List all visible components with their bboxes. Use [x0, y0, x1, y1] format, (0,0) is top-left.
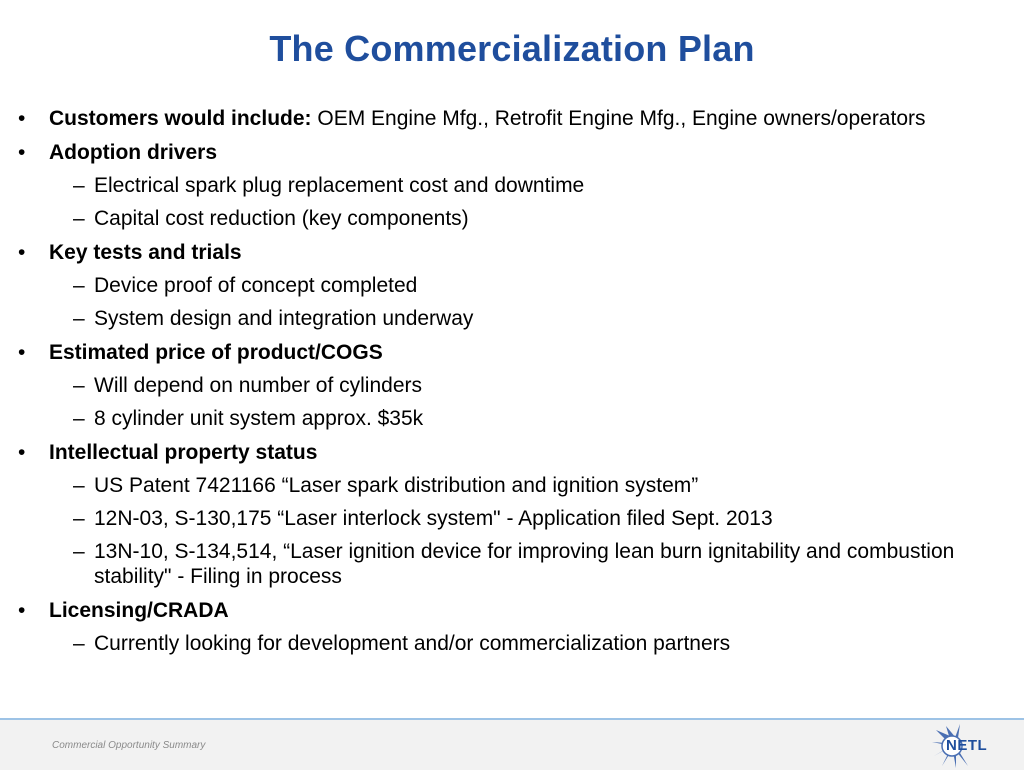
sub-bullet-text: Will depend on number of cylinders — [94, 374, 423, 397]
bullet-label: Adoption drivers — [49, 141, 218, 164]
bullet-marker: • — [18, 141, 26, 164]
logo-text: NETL — [946, 737, 988, 754]
sub-bullet-text: System design and integration underway — [94, 307, 474, 330]
sub-bullet-marker: – — [73, 174, 85, 197]
bullet-label: Customers would include: — [49, 107, 312, 130]
bullet-marker: • — [18, 341, 26, 364]
sub-bullet-marker: – — [73, 507, 85, 530]
sub-bullet-item — [49, 506, 1006, 531]
sub-bullet-item — [49, 273, 1006, 298]
sub-bullet-item — [49, 173, 1006, 198]
sub-bullet-text: 8 cylinder unit system approx. $35k — [94, 407, 424, 430]
sub-bullet-text: 13N-10, S-134,514, “Laser ignition device for improving lean burn ignitability and combustion stability" - Filing in process — [94, 540, 955, 588]
sub-bullet-text: Currently looking for development and/or commercialization partners — [94, 632, 731, 655]
sub-bullet-item — [49, 473, 1006, 498]
sub-bullet-marker: – — [73, 274, 85, 297]
sub-bullet-marker: – — [73, 407, 85, 430]
bullet-text: OEM Engine Mfg., Retrofit Engine Mfg., Engine owners/operators — [311, 107, 926, 130]
sub-bullet-list — [49, 631, 1006, 656]
bullet-item — [16, 340, 1006, 431]
sub-bullet-list — [49, 173, 1006, 231]
sub-bullet-marker: – — [73, 632, 85, 655]
sub-bullet-text: Device proof of concept completed — [94, 274, 418, 297]
sub-bullet-item — [49, 306, 1006, 331]
sub-bullet-text: US Patent 7421166 “Laser spark distribution and ignition system” — [94, 474, 699, 497]
sub-bullet-marker: – — [73, 374, 85, 397]
bullet-list — [16, 106, 1006, 665]
sub-bullet-list — [49, 273, 1006, 331]
bullet-marker: • — [18, 441, 26, 464]
bullet-marker: • — [18, 599, 26, 622]
bullet-marker: • — [18, 107, 26, 130]
bullet-item — [16, 140, 1006, 231]
bullet-item — [16, 240, 1006, 331]
sub-bullet-list — [49, 373, 1006, 431]
footer — [0, 718, 1024, 770]
slide-title: The Commercialization Plan — [269, 28, 755, 69]
footer-text: Commercial Opportunity Summary — [52, 740, 206, 751]
bullet-label: Key tests and trials — [49, 241, 242, 264]
sub-bullet-text: 12N-03, S-130,175 “Laser interlock system" - Application filed Sept. 2013 — [94, 507, 773, 530]
sub-bullet-marker: – — [73, 207, 85, 230]
bullet-item — [16, 598, 1006, 656]
sub-bullet-item — [49, 539, 1006, 589]
bullet-marker: • — [18, 241, 26, 264]
bullet-label: Intellectual property status — [49, 441, 318, 464]
sub-bullet-item — [49, 373, 1006, 398]
bullet-label: Licensing/CRADA — [49, 599, 229, 622]
sub-bullet-marker: – — [73, 474, 85, 497]
sub-bullet-item — [49, 406, 1006, 431]
sub-bullet-text: Electrical spark plug replacement cost and downtime — [94, 174, 585, 197]
sub-bullet-item — [49, 631, 1006, 656]
netl-logo — [932, 724, 998, 768]
sub-bullet-marker: – — [73, 307, 85, 330]
bullet-item — [16, 106, 1006, 131]
sub-bullet-marker: – — [73, 540, 85, 563]
sub-bullet-text: Capital cost reduction (key components) — [94, 207, 469, 230]
bullet-item — [16, 440, 1006, 589]
bullet-label: Estimated price of product/COGS — [49, 341, 383, 364]
sub-bullet-list — [49, 473, 1006, 589]
sub-bullet-item — [49, 206, 1006, 231]
